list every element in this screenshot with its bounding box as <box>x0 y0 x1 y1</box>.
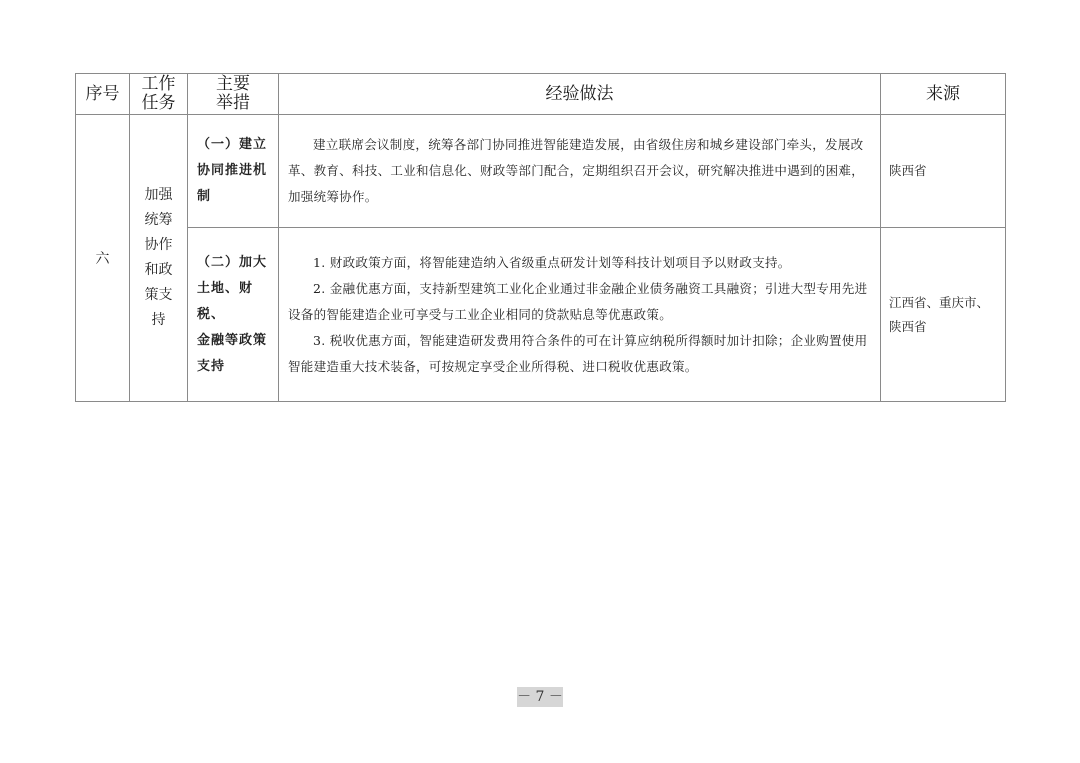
source-cell <box>881 228 1006 402</box>
header-no: 序号 <box>76 74 130 115</box>
experience-cell <box>279 228 881 402</box>
group-number: 六 <box>76 115 130 402</box>
task-line: 协作 <box>144 237 173 253</box>
source-line: 陕西省 <box>889 163 927 178</box>
task-line: 持 <box>151 312 166 328</box>
measure-line: 制 <box>197 189 212 204</box>
measure-line: （一）建立 <box>197 137 268 152</box>
page-number: － 7 － <box>517 689 563 705</box>
measure-line: 支持 <box>197 358 226 374</box>
header-source: 来源 <box>881 74 1006 115</box>
task-line: 加强 <box>144 187 173 203</box>
measure-line: 土地、财税、 <box>197 280 254 322</box>
measure-line: （二）加大 <box>197 254 268 270</box>
measure-cell <box>188 228 279 402</box>
task-line: 和政 <box>144 262 173 278</box>
table-row <box>76 228 1006 402</box>
task-line: 统筹 <box>144 212 173 228</box>
policy-table <box>75 73 1006 402</box>
task-line: 策支 <box>144 287 173 303</box>
header-task-line2: 任务 <box>141 93 176 113</box>
experience-cell <box>279 115 881 228</box>
measure-line: 协同推进机 <box>197 163 268 178</box>
source-cell <box>881 115 1006 228</box>
group-task <box>130 115 188 402</box>
table-header-row <box>76 74 1006 115</box>
header-task-line1: 工作 <box>141 74 176 94</box>
header-measure <box>188 74 279 115</box>
measure-line: 金融等政策 <box>197 332 268 348</box>
measure-cell <box>188 115 279 228</box>
experience-paragraph: 1. 财政政策方面，将智能建造纳入省级重点研发计划等科技计划项目予以财政支持。 <box>313 254 791 270</box>
header-task <box>130 74 188 115</box>
experience-paragraph: 2. 金融优惠方面，支持新型建筑工业化企业通过非金融企业债务融资工具融资；引进大型专用先进设备的智能建造企业可享受与工业企业相同的贷款贴息等优惠政策。 <box>288 280 868 322</box>
header-experience: 经验做法 <box>279 74 881 115</box>
table-row <box>76 115 1006 228</box>
header-measure-line1: 主要 <box>216 74 250 94</box>
experience-paragraph: 建立联席会议制度，统筹各部门协同推进智能建造发展，由省级住房和城乡建设部门牵头，发展改革、教育、科技、工业和信息化、财政等部门配合，定期组织召开会议，研究解决推进中遇到的困难，加强统筹协作。 <box>288 137 865 204</box>
source-line: 江西省、重庆市、 <box>889 294 990 310</box>
source-line: 陕西省 <box>889 318 927 334</box>
header-measure-line2: 举措 <box>216 93 250 113</box>
experience-paragraph: 3. 税收优惠方面，智能建造研发费用符合条件的可在计算应纳税所得额时加计扣除；企业购置使用智能建造重大技术装备，可按规定享受企业所得税、进口税收优惠政策。 <box>288 332 868 374</box>
